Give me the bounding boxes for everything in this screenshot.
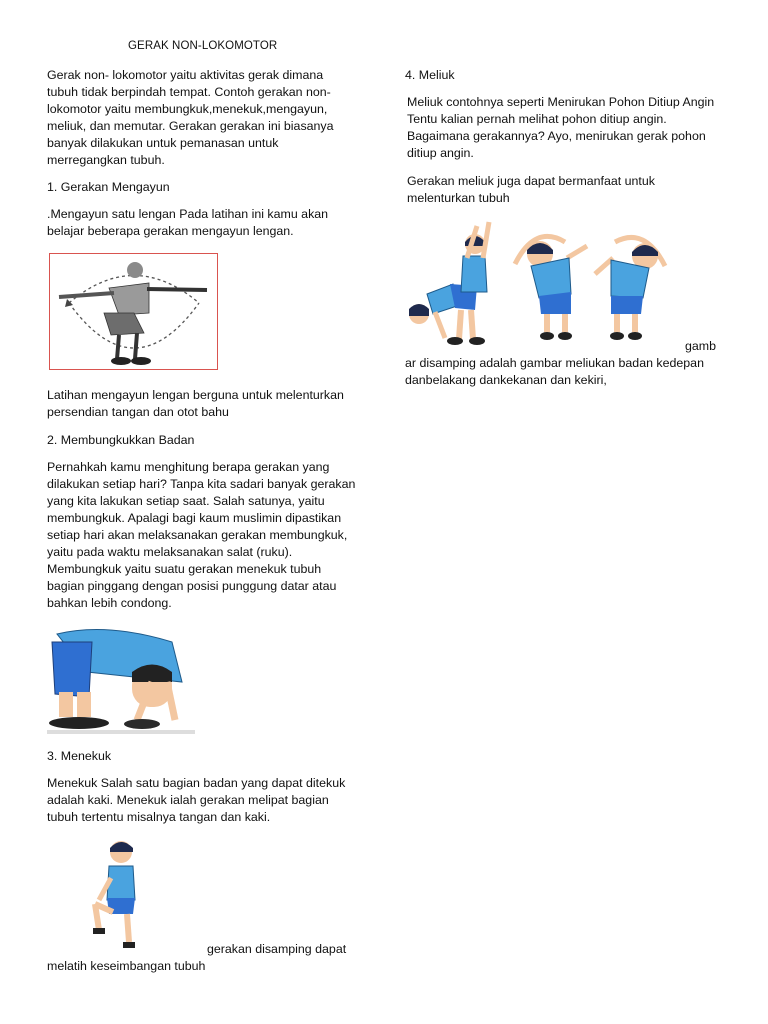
knee-bend-illustration bbox=[89, 838, 151, 952]
section-4-text: Meliuk contohnya seperti Menirukan Pohon Ditiup Angin Tentu kalian pernah melihat pohon ditiup angin. Bagaimana gerakannya? Ayo, menirukan gerak pohon ditiup angin. bbox=[407, 95, 715, 160]
section-4-caption-b: ar disamping adalah gambar meliukan badan kedepan danbelakang dankekanan dan kekiri, bbox=[405, 356, 704, 387]
section-2-heading: 2. Membungkukkan Badan bbox=[47, 433, 195, 447]
section-1-heading: 1. Gerakan Mengayun bbox=[47, 180, 170, 194]
section-3-heading: 3. Menekuk bbox=[47, 749, 112, 763]
section-4-text-2: Gerakan meliuk juga dapat bermanfaat untuk melenturkan tubuh bbox=[407, 174, 655, 205]
bending-illustration bbox=[47, 622, 195, 734]
section-3-text: Menekuk Salah satu bagian badan yang dapat ditekuk adalah kaki. Menekuk ialah gerakan melipat bagian tubuh tertentu misalnya tangan dan kaki. bbox=[47, 776, 346, 824]
section-4-heading: 4. Meliuk bbox=[405, 68, 455, 82]
section-3-caption-b: melatih keseimbangan tubuh bbox=[47, 959, 206, 973]
section-1-benefit: Latihan mengayun lengan berguna untuk melenturkan persendian tangan dan otot bahu bbox=[47, 388, 344, 419]
section-3-caption-a: gerakan disamping dapat bbox=[207, 942, 347, 956]
section-1-text: .Mengayun satu lengan Pada latihan ini kamu akan belajar beberapa gerakan mengayun lengan. bbox=[47, 207, 329, 238]
intro-paragraph: Gerak non- lokomotor yaitu aktivitas gerak dimana tubuh tidak berpindah tempat. Contoh gerakan non-lokomotor yaitu membungkuk,menekuk,mengayun, meliuk, dan memutar. Gerakan gerakan ini biasanya banyak dilakukan untuk pemanasan untuk merregangkan tubuh. bbox=[47, 68, 334, 167]
section-2-text: Pernahkah kamu menghitung berapa gerakan yang dilakukan setiap hari? Tanpa kita sadari banyak gerakan yang kita lakukan setiap saat. Salah satunya, yaitu membungkuk. Apalagi bagi kaum muslimin dipastikan setiap hari akan melaksanakan gerakan membungkuk, yaitu pada waktu melaksanakan salat (ruku). Membungkuk yaitu suatu gerakan menekuk tubuh bagian pinggang dengan posisi punggung datar atau bahkan lebih condong. bbox=[47, 460, 356, 610]
arm-swing-illustration bbox=[49, 253, 219, 371]
page-title: GERAK NON-LOKOMOTOR bbox=[128, 40, 278, 52]
bending-sideways-illustration bbox=[405, 214, 687, 346]
section-4-caption-a: gamb bbox=[685, 339, 716, 353]
